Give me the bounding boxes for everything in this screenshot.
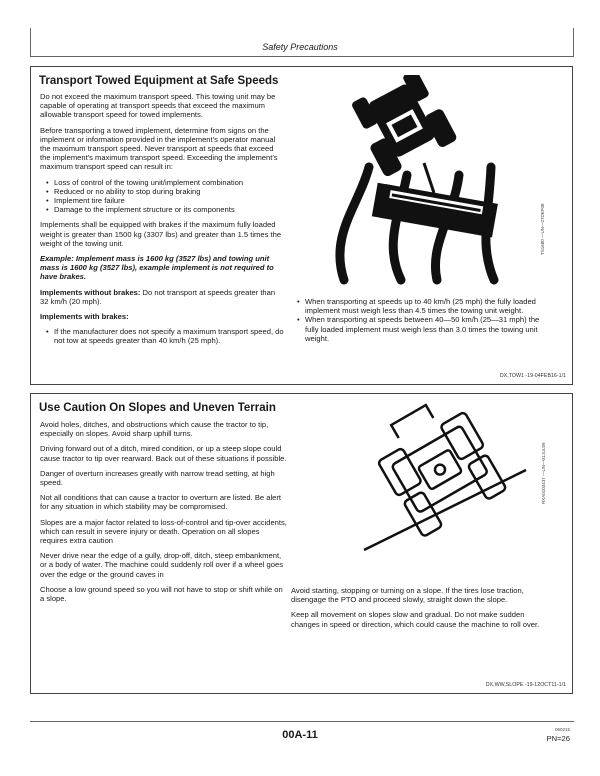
footer-rule <box>30 721 574 722</box>
paragraph-without-brakes <box>40 288 285 306</box>
reference-code: DX,WW,SLOPE -19-12OCT11-1/1 <box>485 682 566 688</box>
image-code: RXA0103437 —UN—01JUL09 <box>541 442 546 504</box>
image-code: TS1680 —UN—27DEF08 <box>540 203 545 255</box>
paragraph: Before transporting a towed implement, determine from signs on the implement or information provided in the implement's operator manual the maximum transport speed. Never transport at speeds that exceed the implement's maximum transport speed. Exceeding the implement's maximum transport speed can result in: <box>40 125 278 172</box>
example-note: Example: Implement mass is 1600 kg (3527 lbs) and towing unit mass is 1600 kg (3527 lbs), example implement is not required to have brakes. <box>40 254 274 282</box>
paragraph: Avoid starting, stopping or turning on a slope. If the tires lose traction, disengage the PTO and proceed slowly, straight down the slope. <box>291 586 524 605</box>
list-item: • Implement tire failure <box>48 196 285 205</box>
bullet-list <box>40 327 285 345</box>
page-header-title: Safety Precautions <box>262 42 338 52</box>
paragraph: Driving forward out of a ditch, mired condition, or up a steep slope could cause tractor to tip over rearward. Back out of these situations if possible. <box>40 444 287 463</box>
list-item: • If the manufacturer does not specify a maximum transport speed, do not tow at speeds greater than 40 km/h (25 mph). <box>48 327 285 345</box>
tractor-overturn-slope-illustration <box>356 400 536 560</box>
left-column <box>40 420 288 609</box>
header-rule <box>30 56 574 57</box>
paragraph: Choose a low ground speed so you will not have to stop or shift while on a slope. <box>40 584 283 604</box>
paragraph: Slopes are a major factor related to loss-of-control and tip-over accidents, which can result in severe injury or death. Operation on all slopes requires extra caution <box>40 517 287 546</box>
list-item: • Reduced or no ability to stop during braking <box>48 187 285 196</box>
section-title: Transport Towed Equipment at Safe Speeds <box>39 75 279 87</box>
section-slopes-uneven-terrain <box>30 393 573 694</box>
paragraph: Implements shall be equipped with brakes if the maximum fully loaded weight is greater than 1500 kg (3307 lbs) and greater than 1.5 times the weight of the towing unit. <box>40 220 282 248</box>
list-item: • When transporting at speeds up to 40 km/h (25 mph) the fully loaded implement must weigh less than 4.5 times the towing unit weight. <box>299 297 547 315</box>
page-pn: PN=26 <box>546 734 570 743</box>
tractor-towing-implement-illustration <box>329 75 529 285</box>
paragraph: Never drive near the edge of a gully, drop-off, ditch, steep embankment, or a body of water. The machine could suddenly roll over if a wheel goes over the edge or the ground caves in <box>40 551 283 579</box>
label: Implements without brakes: <box>40 287 141 297</box>
paragraph: Not all conditions that can cause a tractor to overturn are listed. Be alert for any situation in which stability may be compromised. <box>40 493 282 512</box>
page-number: 00A-11 <box>282 729 318 741</box>
left-column <box>40 92 285 352</box>
bullet-list <box>291 297 547 343</box>
reference-code: DX,TOW1 -19-04FEB16-1/1 <box>499 373 566 379</box>
text: Do not transport at speeds greater than 32 km/h (20 mph). <box>40 287 276 306</box>
list-item: • Loss of control of the towing unit/implement combination <box>48 178 285 187</box>
list-item: • Damage to the implement structure or its components <box>48 205 285 214</box>
right-column <box>291 297 547 349</box>
paragraph: Keep all movement on slopes slow and gradual. Do not make sudden changes in speed or direction, which could cause the machine to roll over. <box>291 610 540 629</box>
bullet-list <box>40 178 285 215</box>
section-title: Use Caution On Slopes and Uneven Terrain <box>39 402 276 414</box>
paragraph: Danger of overturn increases greatly with narrow tread setting, at high speed. <box>40 468 275 488</box>
right-column <box>291 586 547 635</box>
with-brakes-label: Implements with brakes: <box>40 312 129 322</box>
footer-code: 060215 <box>554 727 570 732</box>
paragraph: Avoid holes, ditches, and obstructions which cause the tractor to tip, especially on slopes. Avoid sharp uphill turns. <box>40 420 269 439</box>
list-item: • When transporting at speeds between 40—50 km/h (25—31 mph) the fully loaded implement must weigh less than 3.0 times the towing unit weight. <box>299 315 547 343</box>
paragraph: Do not exceed the maximum transport speed. This towing unit may be capable of operating at transport speeds that exceed the maximum allowable transport speed for towed implements. <box>40 92 276 120</box>
section-transport-towed-equipment <box>30 66 573 385</box>
